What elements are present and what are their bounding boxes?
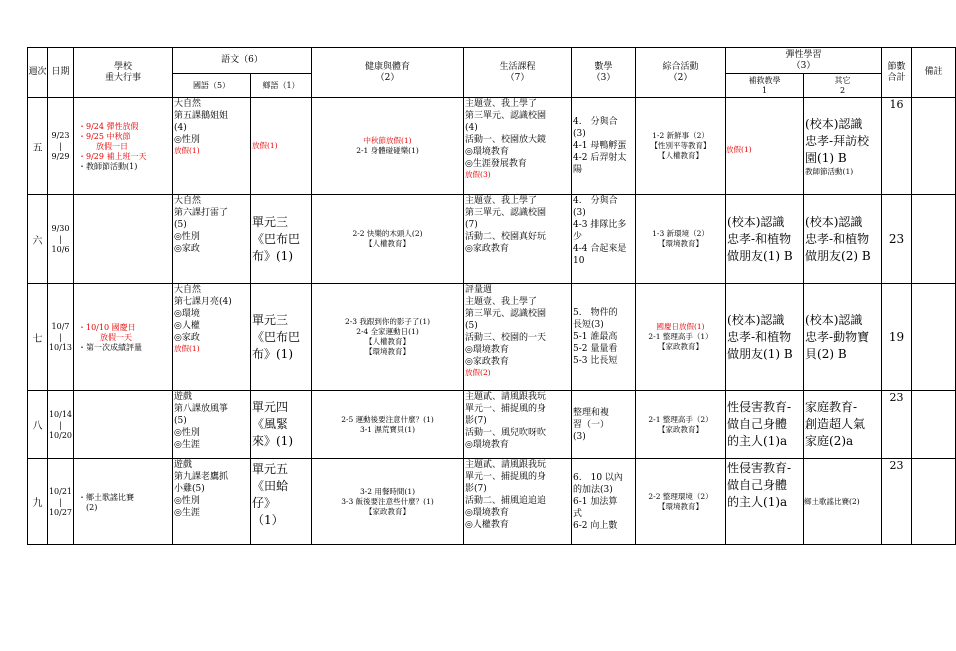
integrative-cell: 2-2 整理環境（2） 【環境教育】 (636, 459, 726, 545)
mandarin-cell: 遊戲 第八課放風箏 (5) ◎性別 ◎生涯 (173, 391, 251, 459)
school-events: ・10/10 國慶日 放假一天 ・第一次成績評量 (74, 284, 173, 391)
week-row (28, 391, 956, 459)
other-cell: (校本)認識 忠孝-動物寶 貝(2) B (804, 284, 882, 391)
math-cell: 4. 分與合 (3) 4-3 排隊比多少 4-4 合起來是 10 (572, 195, 636, 284)
life-cell: 評量週 主題壹、我上學了 第三單元、認識校園 (5) 活動三、校園的一天 ◎環境教育 ◎家政教育 放假(2) (464, 284, 572, 391)
life-cell: 主題貳、請風跟我玩 單元一、捕捉風的身 影(7) 活動二、捕風追追追 ◎環境教育 ◎人權教育 (464, 459, 572, 545)
math-cell: 6. 10 以內 的加法(3) 6-1 加法算 式 6-2 向上數 (572, 459, 636, 545)
mandarin-cell: 大自然 第六課打雷了 (5) ◎性別 ◎家政 (173, 195, 251, 284)
note-cell (912, 459, 956, 545)
header-math: 數學 （3） (572, 48, 636, 98)
header-life: 生活課程 （7） (464, 48, 572, 98)
lesson-plan-table (27, 47, 956, 545)
week-row (28, 98, 956, 195)
life-cell: 主題壹、我上學了 第三單元、認識校園 (4) 活動一、校園放大鏡 ◎環境教育 ◎生涯發展教育 放假(3) (464, 98, 572, 195)
integrative-cell: 1-2 新鮮事（2） 【性別平等教育】 【人權教育】 (636, 98, 726, 195)
health-cell: 2-2 快樂的木頭人(2) 【人權教育】 (312, 195, 464, 284)
note-cell (912, 98, 956, 195)
integrative-cell: 1-3 新環境（2） 【環境教育】 (636, 195, 726, 284)
life-cell: 主題壹、我上學了 第三單元、認識校園 (7) 活動二、校園真好玩 ◎家政教育 (464, 195, 572, 284)
integrative-cell: 2-1 整理高手（2） 【家政教育】 (636, 391, 726, 459)
hokkien-cell: 單元三 《巴布巴 布》(1) (251, 284, 312, 391)
other-cell: (校本)認識 忠孝-和植物 做朋友(2) B (804, 195, 882, 284)
remedial-cell: 放假(1) (726, 98, 804, 195)
school-events (74, 195, 173, 284)
header-remedial: 補救教學 1 (726, 74, 804, 98)
header-date: 日期 (48, 48, 74, 98)
week-row (28, 459, 956, 545)
header-flexible: 彈性學習 （3） (726, 48, 882, 74)
header-other: 其它 2 (804, 74, 882, 98)
hokkien-cell: 放假(1) (251, 98, 312, 195)
header-total: 節數 合計 (882, 48, 912, 98)
week-dates: 10/21 | 10/27 (48, 459, 74, 545)
week-row (28, 284, 956, 391)
total-cell: 19 (882, 284, 912, 391)
hokkien-cell: 單元五 《田蛤 仔》 （1） (251, 459, 312, 545)
header-chinese: 語文（6） (173, 48, 312, 74)
mandarin-cell: 大自然 第七課月亮(4) ◎環境 ◎人權 ◎家政 放假(1) (173, 284, 251, 391)
header-health: 健康與體育 （2） (312, 48, 464, 98)
mandarin-cell: 大自然 第五課鵝姐姐 (4) ◎性別 放假(1) (173, 98, 251, 195)
header-hokkien: 鄉語（1） (251, 74, 312, 98)
math-cell: 4. 分與合 (3) 4-1 母鴨孵蛋 4-2 后羿射太陽 (572, 98, 636, 195)
hokkien-cell: 單元四 《風緊 來》(1) (251, 391, 312, 459)
school-events: ・鄉土歌謠比賽 (2) (74, 459, 173, 545)
remedial-cell: (校本)認識 忠孝-和植物 做朋友(1) B (726, 284, 804, 391)
header-integrative: 綜合活動 （2） (636, 48, 726, 98)
total-cell: 23 (882, 195, 912, 284)
health-cell: 3-2 用餐時間(1) 3-3 飯後要注意些什麼？(1) 【家政教育】 (312, 459, 464, 545)
other-cell: 鄉土歌謠比賽(2) (804, 459, 882, 545)
health-cell: 2-3 我跟到你的影子了(1) 2-4 全家運動日(1) 【人權教育】 【環境教育】 (312, 284, 464, 391)
school-events: ・9/24 彈性放假 ・9/25 中秋節 放假一日 ・9/29 補上班一天 ・教師節活動(1) (74, 98, 173, 195)
week-number: 五 (28, 98, 48, 195)
week-number: 六 (28, 195, 48, 284)
week-number: 九 (28, 459, 48, 545)
health-cell: 中秋節放假(1) 2-1 身體碰碰樂(1) (312, 98, 464, 195)
life-cell: 主題貳、請風跟我玩 單元一、捕捉風的身 影(7) 活動一、風兒吹呀吹 ◎環境教育 (464, 391, 572, 459)
note-cell (912, 195, 956, 284)
integrative-cell: 國慶日放假(1) 2-1 整理高手（1） 【家政教育】 (636, 284, 726, 391)
other-cell: (校本)認識 忠孝-拜訪校 園(1) B 教師節活動(1) (804, 98, 882, 195)
lesson-plan-sheet (27, 47, 943, 550)
health-cell: 2-5 運動後要注意什麼？(1) 3-1 濕荒寶貝(1) (312, 391, 464, 459)
math-cell: 5. 物件的 長短(3) 5-1 誰最高 5-2 量量看 5-3 比長短 (572, 284, 636, 391)
header-school-events: 學校 重大行事 (74, 48, 173, 98)
mandarin-cell: 遊戲 第九課老鷹抓 小雞(5) ◎性別 ◎生涯 (173, 459, 251, 545)
week-row (28, 195, 956, 284)
week-number: 八 (28, 391, 48, 459)
total-cell: 23 (882, 459, 912, 545)
header-note: 備註 (912, 48, 956, 98)
hokkien-cell: 單元三 《巴布巴 布》(1) (251, 195, 312, 284)
total-cell: 16 (882, 98, 912, 195)
week-dates: 10/14 | 10/20 (48, 391, 74, 459)
total-cell: 23 (882, 391, 912, 459)
header-week: 週次 (28, 48, 48, 98)
week-dates: 9/23 | 9/29 (48, 98, 74, 195)
note-cell (912, 391, 956, 459)
remedial-cell: 性侵害教育- 做自己身體 的主人(1)a (726, 391, 804, 459)
header-mandarin: 國語（5） (173, 74, 251, 98)
other-cell: 家庭教育- 創造超人氣 家庭(2)a (804, 391, 882, 459)
week-dates: 9/30 | 10/6 (48, 195, 74, 284)
school-events (74, 391, 173, 459)
remedial-cell: (校本)認識 忠孝-和植物 做朋友(1) B (726, 195, 804, 284)
math-cell: 整理和複 習（一） (3) (572, 391, 636, 459)
remedial-cell: 性侵害教育- 做自己身體 的主人(1)a (726, 459, 804, 545)
week-dates: 10/7 | 10/13 (48, 284, 74, 391)
note-cell (912, 284, 956, 391)
week-number: 七 (28, 284, 48, 391)
